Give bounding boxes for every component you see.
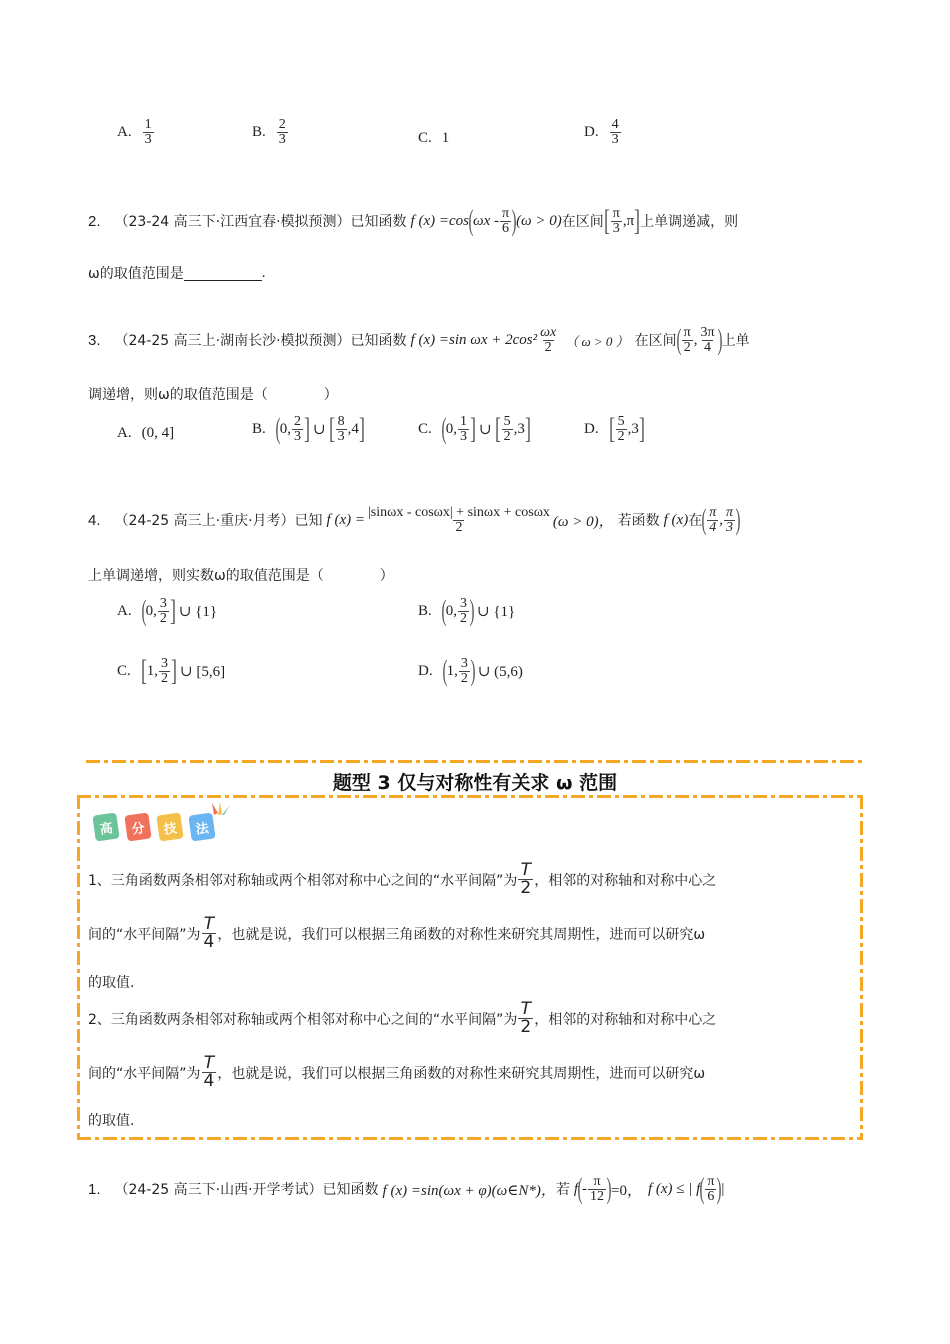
- tip-1-line1: 1、三角函数两条相邻对称轴或两个相邻对称中心之间的“水平间隔”为 $\frac{T}{2}$ ，相邻的对称轴和对称中心之: [88, 860, 717, 898]
- question-2-line1: 2. （23-24 高三下·江西宜春·模拟预测） 已知函数 f (x) =cos ( ωx - $\frac{\pi}{6}$ ) (ω > 0) 在区间 [ $\frac{\pi}{3}$ ,π ] 上单调递减，则: [88, 204, 739, 237]
- question-source: （24-25 高三上·湖南长沙·模拟预测）: [114, 333, 351, 349]
- question-4-line2: 上单调递增，则实数ω的取值范围是（ ）: [88, 568, 394, 584]
- fraction: $\frac{1}{3}$: [144, 117, 152, 147]
- tip-2-line1: 2、三角函数两条相邻对称轴或两个相邻对称中心之间的“水平间隔”为 $\frac{T}{2}$ ，相邻的对称轴和对称中心之: [88, 999, 717, 1037]
- tip-2-line2: 间的“水平间隔”为 $\frac{T}{4}$ ，也就是说，我们可以根据三角函数的对称性来研究其周期性，进而可以研究ω: [88, 1053, 706, 1091]
- badge-fen: 分: [124, 812, 151, 841]
- section-top-divider: [86, 760, 864, 763]
- question-4-line1: 4. （24-25 高三上·重庆·月考） 已知 f (x) = $\frac{|\sin\omega x - \cos\omega x| + \sin\omega x + \cos\omega x}{2}$ (ω > 0)， 若函数 f (x) 在 ( $\frac{\pi}{4}$ , $\frac{\pi}{3}$ ): [88, 503, 741, 536]
- question-2-line2: ω的取值范围是 .: [88, 264, 266, 282]
- q3-option-d[interactable]: D. [ $\frac{5}{2}$ ,3 ]: [584, 412, 645, 445]
- prev-option-d[interactable]: D. $\frac{4}{3}$: [584, 117, 619, 147]
- badge-ji: 技: [156, 812, 183, 841]
- question-source: （23-24 高三下·江西宜春·模拟预测）: [114, 214, 351, 230]
- q3-option-a[interactable]: A. (0, 4]: [117, 425, 175, 441]
- prev-option-a[interactable]: A. $\frac{1}{3}$: [117, 117, 152, 147]
- prev-option-b[interactable]: B. $\frac{2}{3}$: [252, 117, 286, 147]
- tips-box-left-border: [77, 795, 80, 1140]
- q3-option-b[interactable]: B. ( 0, $\frac{2}{3}$ ] ∪ [ $\frac{8}{3}$ ,4 ]: [252, 412, 365, 445]
- answer-blank[interactable]: [184, 266, 262, 281]
- question-3-line1: 3. （24-25 高三上·湖南长沙·模拟预测） 已知函数 f (x) =sin ωx + 2cos² $\frac{\omega x}{2}$ （ ω > 0 ） 在区间 ( $\frac{\pi}{2}$ , $\frac{3\pi}{4}$ ) 上单: [88, 323, 750, 356]
- q4-option-c[interactable]: C. [ 1, $\frac{3}{2}$ ] ∪ [5,6]: [117, 654, 226, 687]
- sparkle-icon: [210, 801, 232, 815]
- prev-option-c[interactable]: C. 1: [418, 130, 450, 146]
- fraction: $\frac{4}{3}$: [611, 117, 619, 147]
- badge-gao: 高: [92, 812, 119, 841]
- q3-option-c[interactable]: C. ( 0, $\frac{1}{3}$ ] ∪ [ $\frac{5}{2}$ ,3 ]: [418, 412, 531, 445]
- tip-1-line2: 间的“水平间隔”为 $\frac{T}{4}$ ，也就是说，我们可以根据三角函数的对称性来研究其周期性，进而可以研究ω: [88, 914, 706, 952]
- q4-option-a[interactable]: A. ( 0, $\frac{3}{2}$ ] ∪ {1}: [117, 594, 218, 627]
- section-title: 题型 3 仅与对称性有关求 ω 范围: [332, 772, 618, 794]
- high-score-tips-logo: [94, 814, 222, 840]
- tips-box-right-border: [860, 795, 863, 1140]
- tips-box-top-border: [77, 795, 863, 798]
- tips-box-bottom-border: [77, 1137, 863, 1140]
- question-3-line2: 调递增，则ω的取值范围是（ ）: [88, 387, 338, 403]
- tip-2-line3: 的取值.: [88, 1113, 135, 1129]
- badge-fa: 法: [188, 812, 215, 841]
- q4-option-b[interactable]: B. ( 0, $\frac{3}{2}$ ) ∪ {1}: [418, 594, 516, 627]
- tip-1-line3: 的取值.: [88, 975, 135, 991]
- question-source: （24-25 高三上·重庆·月考）: [114, 513, 295, 529]
- next-question-line1: 1. （24-25 高三下·山西·开学考试） 已知函数 f (x) =sin(ωx + φ)(ω∈N*)， 若 f ( - $\frac{\pi}{12}$ ) =0， f (x) ≤ | f ( $\frac{\pi}{6}$ ) |: [88, 1172, 725, 1205]
- q4-option-d[interactable]: D. ( 1, $\frac{3}{2}$ ) ∪ (5,6): [418, 654, 523, 687]
- question-source: （24-25 高三下·山西·开学考试）: [114, 1182, 323, 1198]
- fraction: $\frac{2}{3}$: [278, 117, 286, 147]
